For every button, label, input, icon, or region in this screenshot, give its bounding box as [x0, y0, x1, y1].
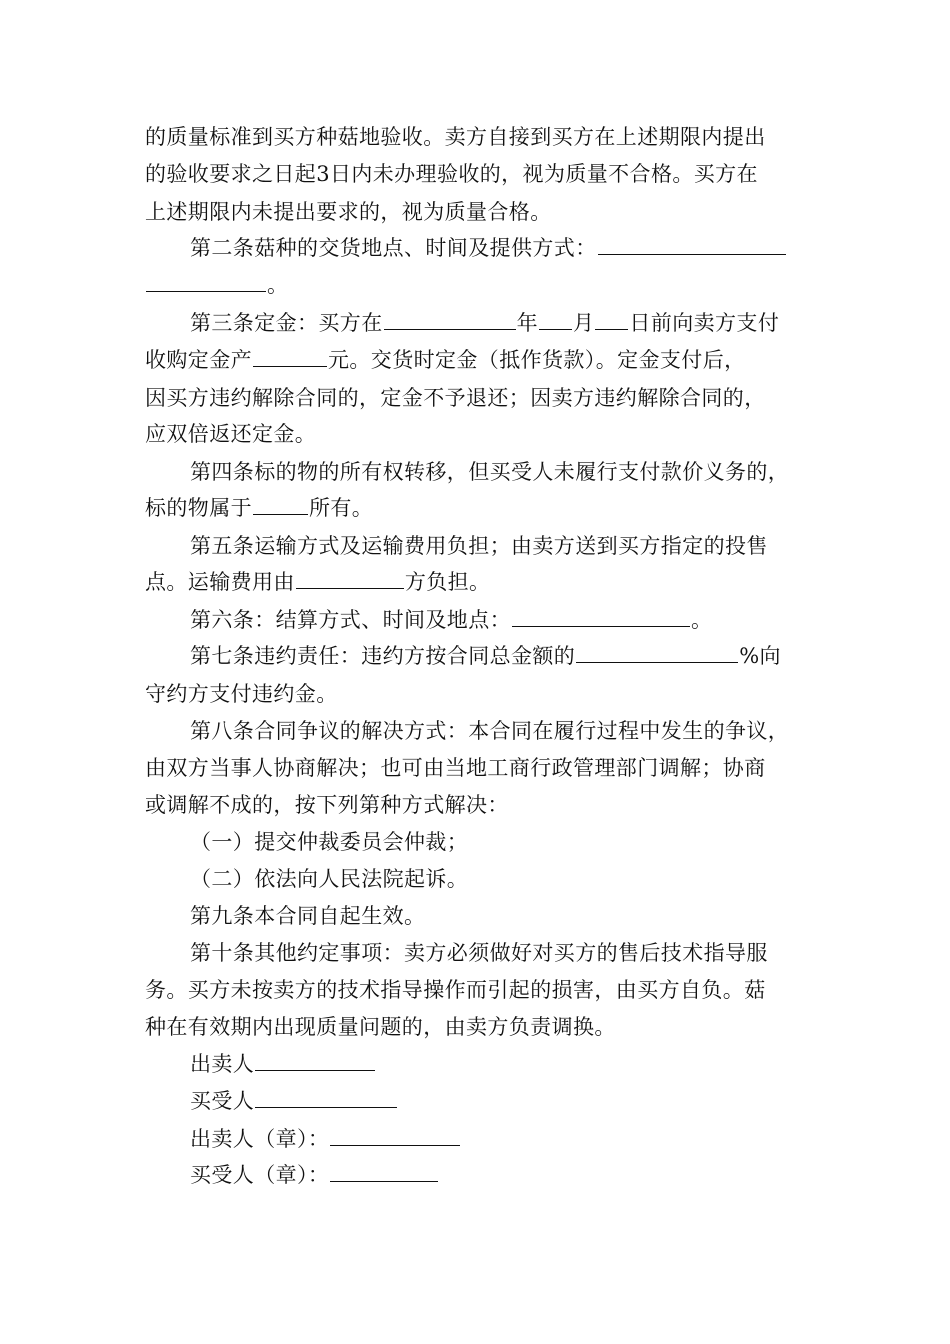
- text: 。: [691, 608, 713, 632]
- text: 第五条运输方式及运输费用负担；由卖方送到买方指定的投售: [190, 534, 768, 558]
- text: 第三条定金：买方在: [190, 311, 383, 335]
- text: 由双方当事人协商解决；也可由当地工商行政管理部门调解；协商: [145, 756, 766, 780]
- text: 上述期限内未提出要求的，视为质量合格。: [145, 200, 552, 224]
- fill-blank: [598, 232, 786, 255]
- clause-3: [190, 304, 830, 342]
- text: 日前向卖方支付: [629, 311, 780, 335]
- paragraph-line: [145, 971, 825, 1009]
- text: 种在有效期内出现质量问题的，由卖方负责调换。: [145, 1015, 616, 1039]
- text: 收购定金产: [145, 348, 252, 372]
- text: 买受人: [190, 1089, 255, 1113]
- text: 第八条合同争议的解决方式：本合同在履行过程中发生的争议，: [190, 719, 790, 743]
- text: 所有。: [309, 496, 374, 520]
- paragraph-line: [145, 749, 825, 787]
- text: 第九条本合同自起生效。: [190, 904, 426, 928]
- text: 或调解不成的，按下列第种方式解决：: [145, 793, 509, 817]
- buyer-seal: [190, 1156, 830, 1194]
- fill-blank: [330, 1123, 460, 1146]
- seller-seal: [190, 1120, 830, 1158]
- text: 买受人（章）：: [190, 1163, 330, 1187]
- clause-4: [190, 453, 830, 491]
- text: 标的物属于: [145, 496, 252, 520]
- text: 的质量标准到买方种菇地验收。卖方自接到买方在上述期限内提出: [145, 125, 766, 149]
- fill-blank: [330, 1159, 438, 1182]
- paragraph-line: [145, 415, 825, 453]
- paragraph-line: [145, 489, 825, 527]
- text: 出卖人（章）：: [190, 1127, 330, 1151]
- paragraph-line: [145, 1008, 825, 1046]
- clause-7: [190, 637, 830, 675]
- paragraph-line: [145, 786, 825, 824]
- fill-blank: [253, 492, 308, 515]
- fill-blank: [253, 344, 327, 367]
- text: 应双倍返还定金。: [145, 422, 317, 446]
- clause-9: [190, 897, 830, 935]
- fill-blank: [595, 307, 628, 330]
- fill-blank: [539, 307, 572, 330]
- paragraph-line: [145, 379, 825, 417]
- text: 的验收要求之日起3日内未办理验收的，视为质量不合格。买方在: [145, 162, 758, 186]
- paragraph-line: [145, 155, 825, 193]
- text: 第四条标的物的所有权转移，但买受人未履行支付款价义务的，: [190, 460, 790, 484]
- text: 务。买方未按卖方的技术指导操作而引起的损害，由买方自负。菇: [145, 978, 766, 1002]
- fill-blank: [384, 307, 516, 330]
- fill-blank: [576, 640, 738, 663]
- text: %向: [739, 644, 781, 668]
- seller-signature: [190, 1045, 830, 1083]
- text: 第二条菇种的交货地点、时间及提供方式：: [190, 236, 597, 260]
- text: 。: [267, 273, 289, 297]
- text: 守约方支付违约金。: [145, 682, 338, 706]
- option-1: [190, 823, 830, 861]
- text: 第六条：结算方式、时间及地点：: [190, 608, 511, 632]
- clause-6: [190, 601, 830, 639]
- text: 第七条违约责任：违约方按合同总金额的: [190, 644, 576, 668]
- paragraph-line: [145, 193, 825, 231]
- clause-2: [190, 229, 830, 267]
- clause-8: [190, 712, 830, 750]
- paragraph-line: [145, 675, 825, 713]
- paragraph-line: [145, 341, 825, 379]
- buyer-signature: [190, 1082, 830, 1120]
- text: 因买方违约解除合同的，定金不予退还；因卖方违约解除合同的，: [145, 386, 766, 410]
- fill-blank: [255, 1048, 375, 1071]
- clause-5: [190, 527, 830, 565]
- fill-blank: [255, 1085, 397, 1108]
- text: 方负担。: [404, 570, 491, 594]
- fill-blank: [512, 604, 690, 627]
- text: 月: [573, 311, 595, 335]
- text: 点。运输费用由: [145, 570, 295, 594]
- paragraph-line: [145, 563, 825, 601]
- text: （二）依法向人民法院起诉。: [190, 867, 469, 891]
- clause-10: [190, 934, 830, 972]
- fill-blank: [296, 566, 404, 589]
- text: 出卖人: [190, 1052, 255, 1076]
- option-2: [190, 860, 830, 898]
- text: 元。交货时定金（抵作货款）。定金支付后，: [328, 348, 746, 372]
- text: （一）提交仲裁委员会仲裁；: [190, 830, 469, 854]
- text: 第十条其他约定事项：卖方必须做好对买方的售后技术指导服: [190, 941, 768, 965]
- fill-blank: [146, 269, 266, 292]
- text: 年: [516, 311, 539, 335]
- paragraph-line: [145, 266, 825, 304]
- paragraph-line: [145, 118, 825, 156]
